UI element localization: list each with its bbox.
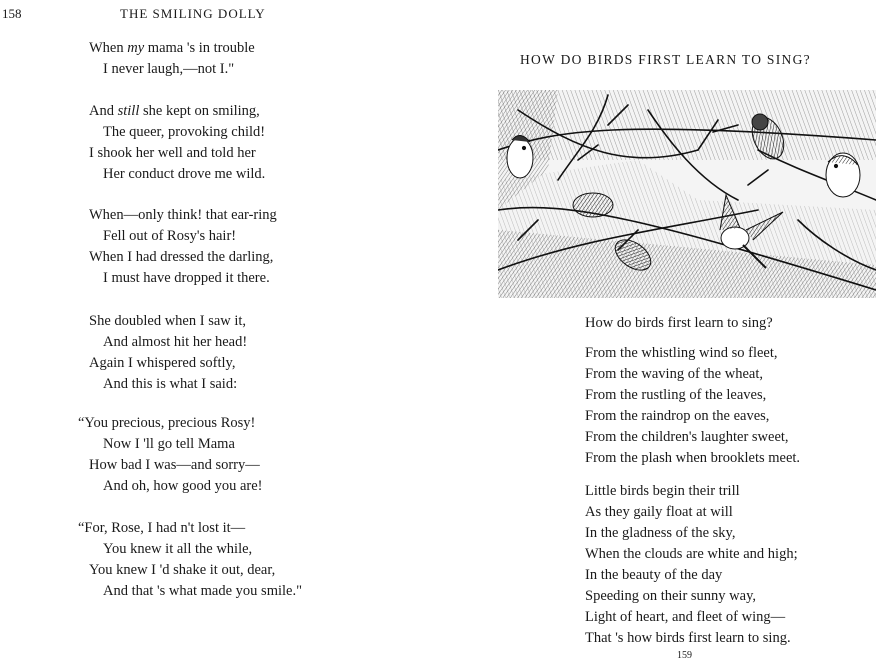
poem-line: Little birds begin their trill xyxy=(585,483,740,499)
left-page xyxy=(0,0,446,666)
poem-line: That 's how birds first learn to sing. xyxy=(585,630,791,646)
poem-line: In the beauty of the day xyxy=(585,567,723,583)
poem-line: From the waving of the wheat, xyxy=(585,366,763,382)
running-head: THE SMILING DOLLY xyxy=(120,6,266,21)
birds-engraving-illustration xyxy=(498,90,876,298)
stanza-5 xyxy=(78,413,263,497)
poem-line: You knew I 'd shake it out, dear, xyxy=(89,562,276,578)
right-stanza-1 xyxy=(585,313,773,334)
poem-line: And this is what I said: xyxy=(103,376,238,392)
poem-line: From the whistling wind so fleet, xyxy=(585,345,778,361)
poem-line: When—only think! that ear-ring xyxy=(89,207,277,223)
poem-line: Speeding on their sunny way, xyxy=(585,588,757,604)
poem-title: HOW DO BIRDS FIRST LEARN TO SING? xyxy=(520,52,811,67)
stanza-3 xyxy=(89,205,277,289)
poem-line: From the children's laughter sweet, xyxy=(585,429,789,445)
poem-line: When I had dressed the darling, xyxy=(89,249,274,265)
poem-line: The queer, provoking child! xyxy=(103,124,266,140)
poem-line: She doubled when I saw it, xyxy=(89,313,247,329)
poem-line: Light of heart, and fleet of wing— xyxy=(585,609,786,625)
right-page xyxy=(446,0,893,666)
poem-line: I never laugh,—not I." xyxy=(103,61,235,77)
poem-line: How bad I was—and sorry— xyxy=(89,457,260,473)
stanza-2 xyxy=(89,101,265,185)
page-number: 159 xyxy=(677,650,692,661)
right-stanza-3 xyxy=(585,481,798,649)
poem-line: You knew it all the while, xyxy=(103,541,253,557)
poem-line: As they gaily float at will xyxy=(585,504,733,520)
poem-line: And almost hit her head! xyxy=(103,334,248,350)
poem-line: And oh, how good you are! xyxy=(103,478,263,494)
poem-line: When my mama 's in trouble xyxy=(89,40,255,56)
poem-line: Her conduct drove me wild. xyxy=(103,166,266,182)
poem-line: “You precious, precious Rosy! xyxy=(78,415,256,431)
poem-line: How do birds first learn to sing? xyxy=(585,315,773,331)
poem-line: Again I whispered softly, xyxy=(89,355,236,371)
poem-line: I must have dropped it there. xyxy=(103,270,270,286)
poem-line: Now I 'll go tell Mama xyxy=(103,436,235,452)
right-stanza-2 xyxy=(585,343,800,469)
poem-line: From the rustling of the leaves, xyxy=(585,387,767,403)
poem-line: From the raindrop on the eaves, xyxy=(585,408,770,424)
stanza-6 xyxy=(78,518,303,602)
poem-line: I shook her well and told her xyxy=(89,145,256,161)
stanza-4 xyxy=(89,311,247,395)
poem-line: From the plash when brooklets meet. xyxy=(585,450,801,466)
poem-line: Fell out of Rosy's hair! xyxy=(103,228,237,244)
stanza-1 xyxy=(89,38,255,80)
page-number: 158 xyxy=(2,6,22,21)
poem-line: “For, Rose, I had n't lost it— xyxy=(78,520,246,536)
bird-4 xyxy=(826,153,860,197)
poem-line: And that 's what made you smile." xyxy=(103,583,303,599)
poem-line: And still she kept on smiling, xyxy=(89,103,260,119)
poem-line: When the clouds are white and high; xyxy=(585,546,798,562)
poem-line: In the gladness of the sky, xyxy=(585,525,736,541)
